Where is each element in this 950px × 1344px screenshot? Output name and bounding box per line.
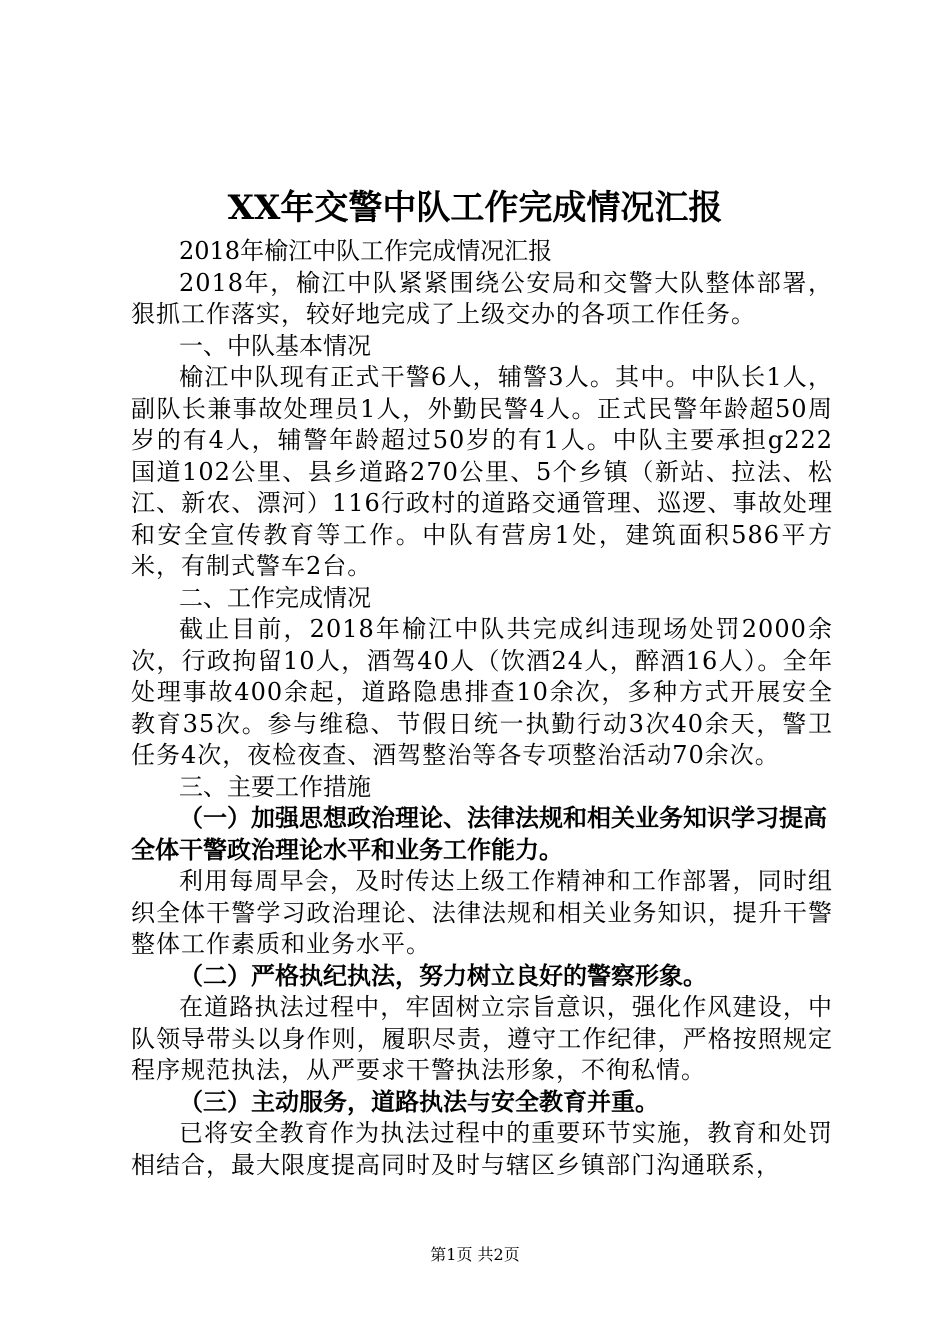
measure-paragraph-2: 在道路执法过程中，牢固树立宗旨意识，强化作风建设，中队领导带头以身作则，履职尽责，遵守工作纪律，严格按照规定程序规范执法，从严要求干警执法形象，不徇私情。 bbox=[131, 993, 833, 1084]
section-heading-work-completion: 二、工作完成情况 bbox=[179, 583, 371, 612]
measure-paragraph-1: 利用每周早会，及时传达上级工作精神和工作部署，同时组织全体干警学习政治理论、法律法规和相关业务知识，提升干警整体工作素质和业务水平。 bbox=[131, 867, 833, 958]
measure-heading-3: （三）主动服务，道路执法与安全教育并重。 bbox=[179, 1087, 659, 1116]
document-title: XX年交警中队工作完成情况汇报 bbox=[227, 188, 723, 228]
measure-heading-1: （一）加强思想政治理论、法律法规和相关业务知识学习提高全体干警政治理论水平和业务工作能力。 bbox=[131, 804, 827, 864]
work-completion-paragraph: 截止目前，2018年榆江中队共完成纠违现场处罚2000余次，行政拘留10人，酒驾40人（饮酒24人，醉酒16人）。全年处理事故400余起，道路隐患排查10余次，多种方式开展安全教育35次。参与维稳、节假日统一执勤行动3次40余天，警卫任务4次，夜检夜查、酒驾整治等各专项整治活动70余次。 bbox=[131, 615, 833, 769]
section-heading-basic-situation: 一、中队基本情况 bbox=[179, 331, 371, 360]
basic-situation-paragraph: 榆江中队现有正式干警6人，辅警3人。其中。中队长1人，副队长兼事故处理员1人，外勤民警4人。正式民警年龄超50周岁的有4人，辅警年龄超过50岁的有1人。中队主要承担g222国道102公里、县乡道路270公里、5个乡镇（新站、拉法、松江、新农、漂河）116行政村的道路交通管理、巡逻、事故处理和安全宣传教育等工作。中队有营房1处，建筑面积586平方米，有制式警车2台。 bbox=[131, 363, 833, 580]
intro-paragraph: 2018年，榆江中队紧紧围绕公安局和交警大队整体部署，狠抓工作落实，较好地完成了上级交办的各项工作任务。 bbox=[131, 268, 833, 328]
section-heading-main-measures: 三、主要工作措施 bbox=[179, 772, 371, 801]
document-body bbox=[131, 236, 833, 1181]
report-subtitle: 2018年榆江中队工作完成情况汇报 bbox=[179, 237, 553, 265]
page-number-footer: 第1页 共2页 bbox=[430, 1245, 520, 1264]
measure-paragraph-3: 已将安全教育作为执法过程中的重要环节实施，教育和处罚相结合，最大限度提高同时及时与辖区乡镇部门沟通联系， bbox=[131, 1119, 833, 1179]
measure-heading-2: （二）严格执纪执法，努力树立良好的警察形象。 bbox=[179, 961, 707, 990]
